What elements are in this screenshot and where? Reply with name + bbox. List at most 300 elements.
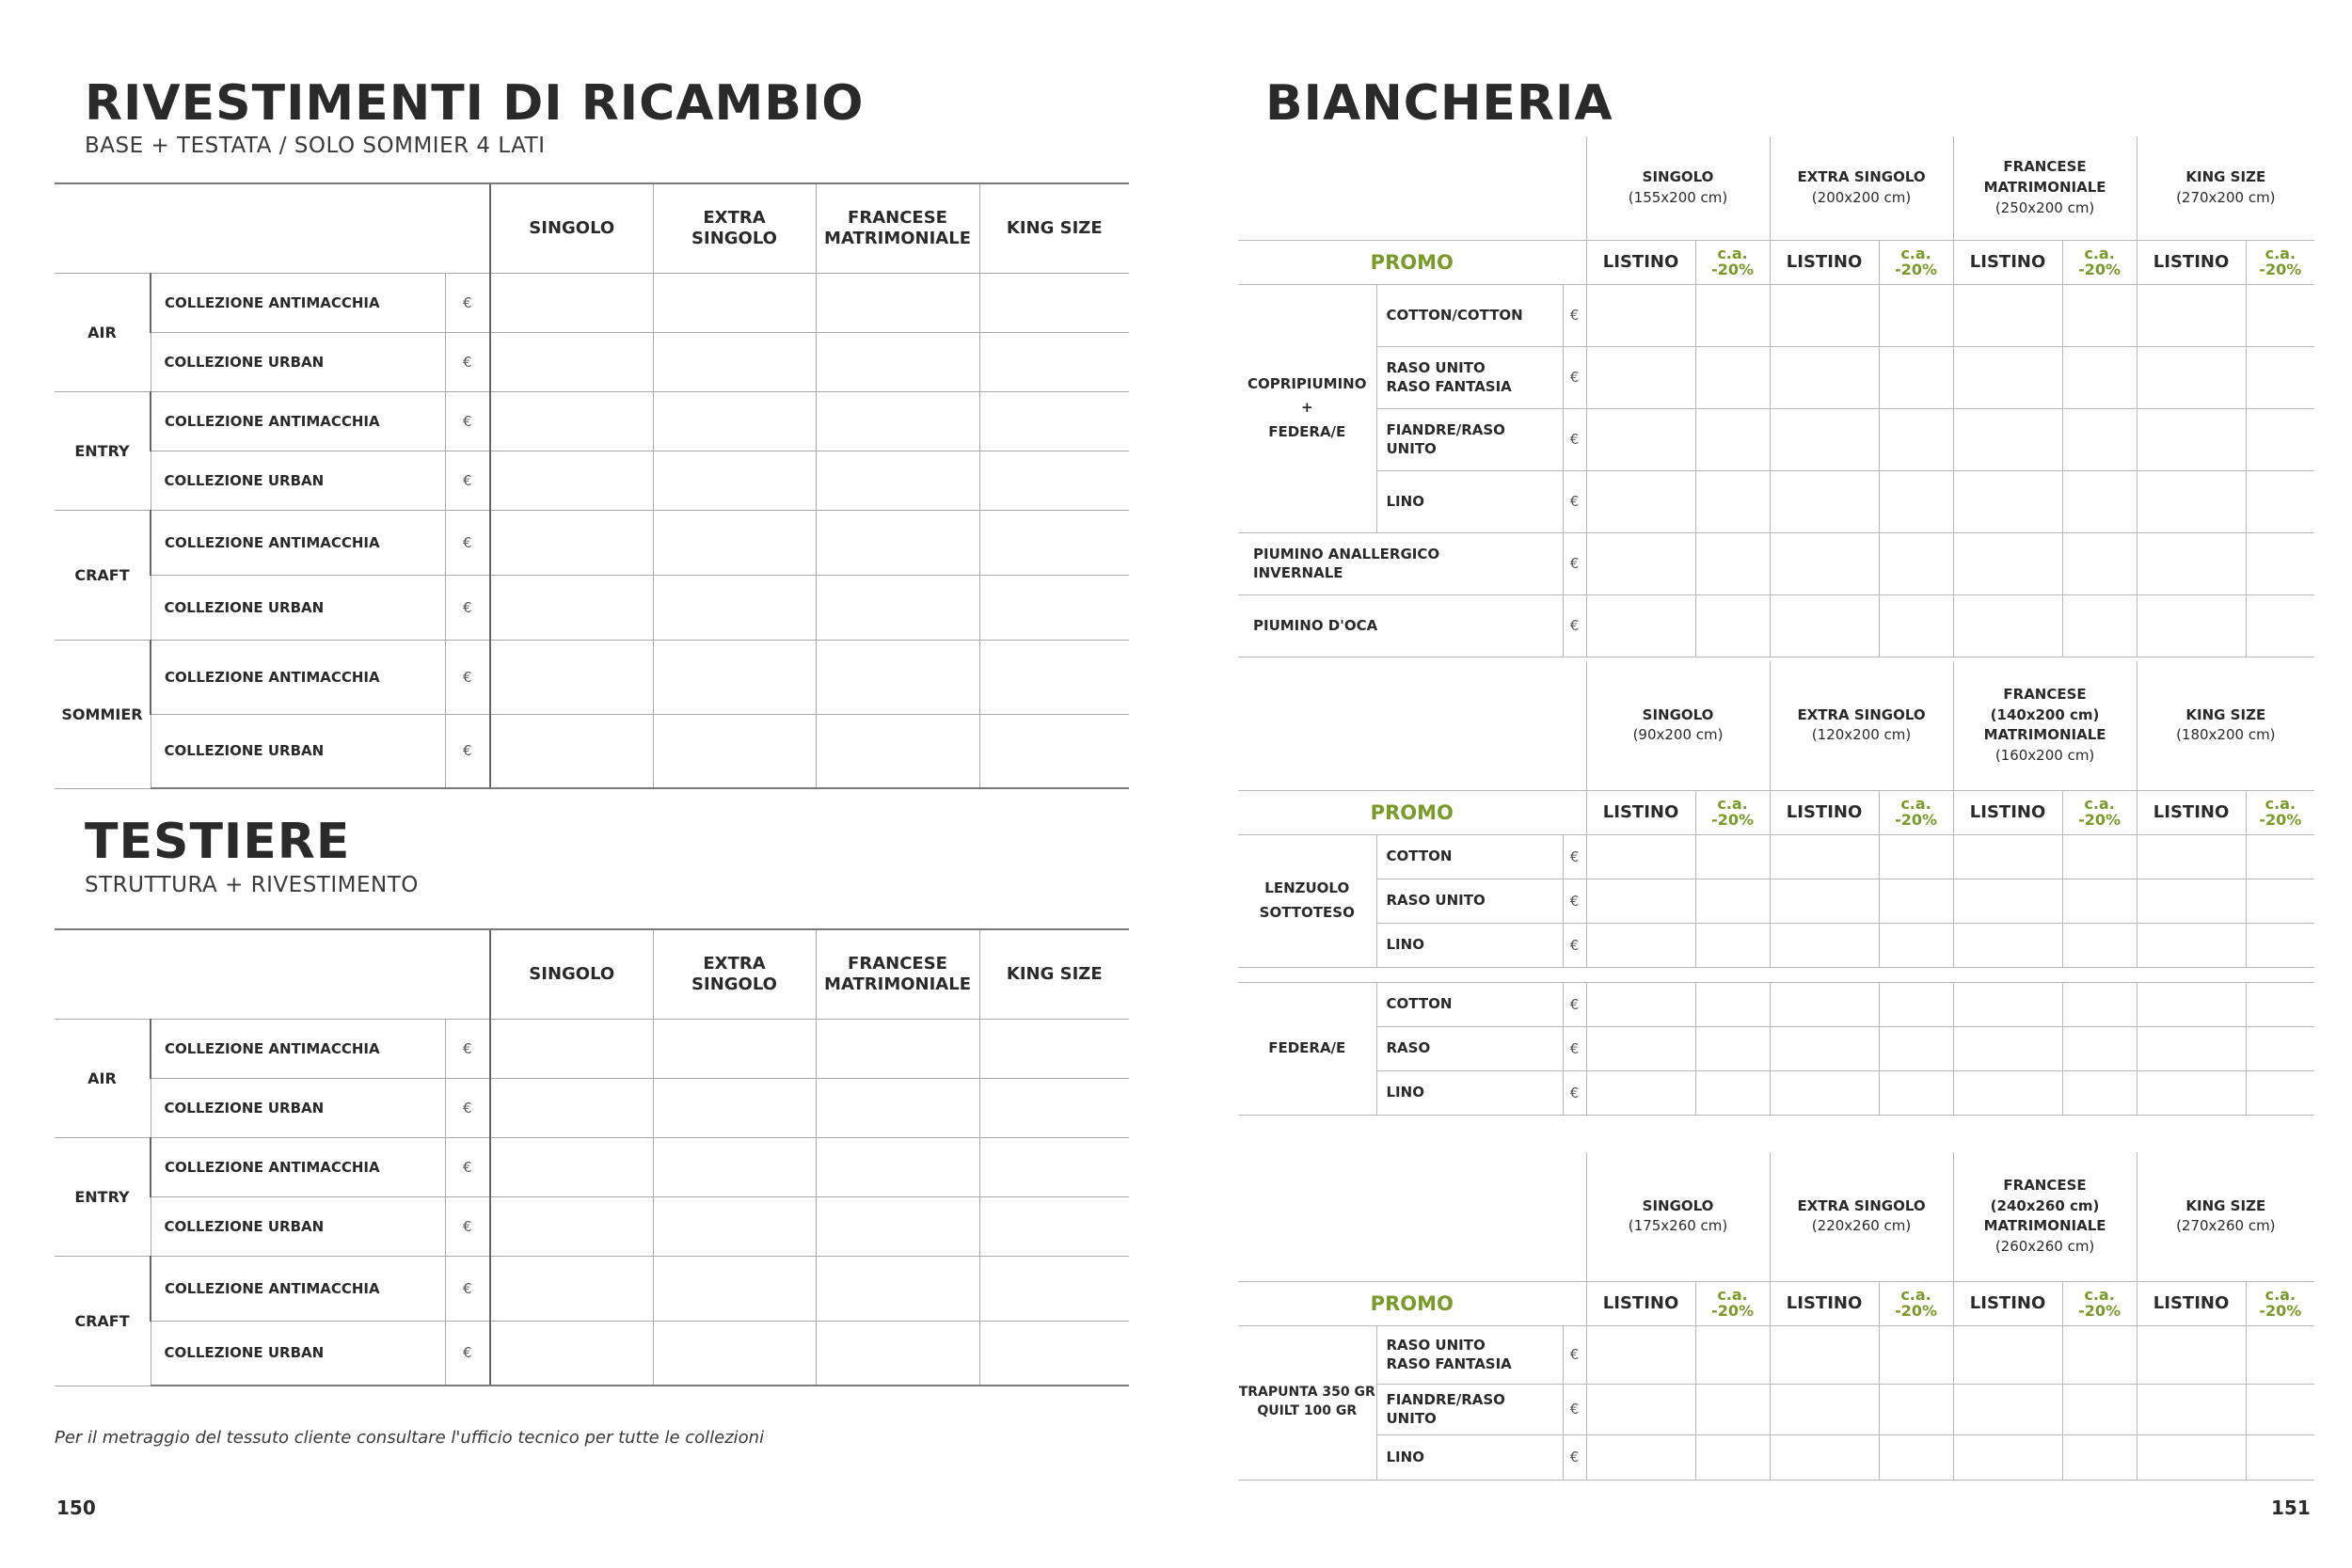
price-cell-king-size[interactable]	[979, 1256, 1129, 1321]
discount-label: c.a. -20%	[1879, 790, 1953, 834]
promo-price-cell[interactable]	[2062, 1026, 2137, 1070]
price-cell-king-size[interactable]	[979, 1137, 1129, 1196]
promo-price-cell[interactable]	[2062, 346, 2137, 408]
ricambio-title: RIVESTIMENTI DI RICAMBIO	[85, 75, 865, 132]
listino-label: LISTINO	[2137, 1281, 2246, 1325]
price-cell-king-size[interactable]	[979, 451, 1129, 510]
header-empty	[1238, 1152, 1586, 1281]
header-empty	[55, 183, 490, 273]
promo-price-cell[interactable]	[1695, 284, 1770, 346]
price-cell-extra-singolo[interactable]	[653, 640, 816, 714]
promo-price-cell[interactable]	[2246, 594, 2314, 657]
listino-price-cell[interactable]	[2137, 1434, 2246, 1480]
price-cell-king-size[interactable]	[979, 1196, 1129, 1256]
listino-price-cell[interactable]	[1953, 1070, 2062, 1115]
currency-symbol: €	[445, 1321, 490, 1386]
price-cell-king-size[interactable]	[979, 391, 1129, 451]
listino-price-cell[interactable]	[1953, 982, 2062, 1026]
currency-symbol: €	[445, 575, 490, 640]
item-label: LINO	[1376, 923, 1563, 967]
listino-price-cell[interactable]	[1770, 532, 1879, 594]
size-header-dimensions: (175x260 cm)	[1628, 1217, 1728, 1235]
group-label: ENTRY	[55, 391, 151, 510]
listino-price-cell[interactable]	[1770, 1026, 1879, 1070]
promo-price-cell[interactable]	[1879, 982, 1953, 1026]
listino-price-cell[interactable]	[2137, 408, 2246, 470]
listino-price-cell[interactable]	[2137, 1070, 2246, 1115]
listino-label: LISTINO	[1586, 240, 1695, 284]
promo-price-cell[interactable]	[1879, 1070, 1953, 1115]
price-cell-singolo[interactable]	[490, 1196, 653, 1256]
listino-price-cell[interactable]	[2137, 284, 2246, 346]
listino-label: LISTINO	[1953, 240, 2062, 284]
price-cell-francese-matrimoniale[interactable]	[816, 332, 979, 391]
price-cell-singolo[interactable]	[490, 451, 653, 510]
listino-price-cell[interactable]	[1586, 532, 1695, 594]
promo-price-cell[interactable]	[2246, 1026, 2314, 1070]
listino-price-cell[interactable]	[2137, 879, 2246, 923]
listino-label: LISTINO	[2137, 790, 2246, 834]
promo-price-cell[interactable]	[1879, 1434, 1953, 1480]
listino-price-cell[interactable]	[1586, 284, 1695, 346]
table-row	[1238, 346, 2314, 408]
item-label: LINO	[1376, 470, 1563, 532]
listino-label: LISTINO	[1770, 240, 1879, 284]
promo-price-cell[interactable]	[1879, 346, 1953, 408]
price-cell-singolo[interactable]	[490, 391, 653, 451]
listino-price-cell[interactable]	[1770, 1434, 1879, 1480]
item-label: COLLEZIONE ANTIMACCHIA	[151, 273, 445, 332]
listino-price-cell[interactable]	[1953, 594, 2062, 657]
listino-price-cell[interactable]	[1953, 470, 2062, 532]
discount-label: c.a. -20%	[2246, 240, 2314, 284]
listino-label: LISTINO	[1586, 790, 1695, 834]
size-header	[1586, 1152, 1770, 1281]
price-cell-singolo[interactable]	[490, 575, 653, 640]
promo-price-cell[interactable]	[2062, 1325, 2137, 1384]
price-cell-king-size[interactable]	[979, 640, 1129, 714]
table-row	[55, 1196, 1129, 1256]
price-cell-singolo[interactable]	[490, 510, 653, 575]
promo-price-cell[interactable]	[2246, 879, 2314, 923]
promo-price-cell[interactable]	[1695, 923, 1770, 967]
price-cell-francese-matrimoniale[interactable]	[816, 1196, 979, 1256]
promo-price-cell[interactable]	[1695, 594, 1770, 657]
price-cell-singolo[interactable]	[490, 640, 653, 714]
price-cell-extra-singolo[interactable]	[653, 1137, 816, 1196]
currency-symbol: €	[445, 332, 490, 391]
price-cell-extra-singolo[interactable]	[653, 1196, 816, 1256]
promo-label: PROMO	[1238, 240, 1586, 284]
table-row	[55, 332, 1129, 391]
price-cell-francese-matrimoniale[interactable]	[816, 1256, 979, 1321]
table-row	[1238, 1325, 2314, 1384]
price-cell-singolo[interactable]	[490, 1019, 653, 1078]
group-label: AIR	[55, 273, 151, 391]
promo-price-cell[interactable]	[2062, 923, 2137, 967]
header-singolo: SINGOLO	[490, 183, 653, 273]
price-cell-francese-matrimoniale[interactable]	[816, 714, 979, 788]
price-cell-extra-singolo[interactable]	[653, 451, 816, 510]
price-cell-extra-singolo[interactable]	[653, 332, 816, 391]
size-header	[1953, 1152, 2137, 1281]
price-cell-king-size[interactable]	[979, 714, 1129, 788]
table-row	[1238, 470, 2314, 532]
listino-price-cell[interactable]	[1586, 923, 1695, 967]
discount-label: c.a. -20%	[2246, 1281, 2314, 1325]
promo-price-cell[interactable]	[1695, 346, 1770, 408]
promo-price-cell[interactable]	[2246, 470, 2314, 532]
promo-price-cell[interactable]	[1695, 834, 1770, 879]
discount-label: c.a. -20%	[1695, 240, 1770, 284]
testiere-table	[55, 928, 1129, 1386]
group-label: CRAFT	[55, 510, 151, 640]
listino-price-cell[interactable]	[1586, 346, 1695, 408]
group-spacer	[1238, 967, 2314, 982]
item-label: FIANDRE/RASO UNITO	[1376, 1384, 1563, 1434]
price-cell-francese-matrimoniale[interactable]	[816, 1019, 979, 1078]
price-cell-king-size[interactable]	[979, 575, 1129, 640]
listino-price-cell[interactable]	[1586, 594, 1695, 657]
price-cell-extra-singolo[interactable]	[653, 1321, 816, 1386]
size-header-name: SINGOLO	[1642, 168, 1714, 185]
price-cell-singolo[interactable]	[490, 1078, 653, 1137]
promo-row	[1238, 240, 2314, 284]
listino-price-cell[interactable]	[1953, 1434, 2062, 1480]
header-empty	[1238, 661, 1586, 790]
promo-price-cell[interactable]	[2062, 1070, 2137, 1115]
listino-price-cell[interactable]	[1586, 1026, 1695, 1070]
price-cell-singolo[interactable]	[490, 1256, 653, 1321]
price-cell-francese-matrimoniale[interactable]	[816, 1137, 979, 1196]
table-row	[55, 1256, 1129, 1321]
item-label: COLLEZIONE ANTIMACCHIA	[151, 640, 445, 714]
promo-price-cell[interactable]	[1695, 1384, 1770, 1434]
listino-price-cell[interactable]	[1586, 982, 1695, 1026]
item-label: COLLEZIONE URBAN	[151, 332, 445, 391]
page-number-left: 150	[56, 1497, 96, 1519]
price-cell-singolo[interactable]	[490, 714, 653, 788]
listino-price-cell[interactable]	[1770, 982, 1879, 1026]
footnote: Per il metraggio del tessuto cliente consultare l'ufficio tecnico per tutte le collezioni	[55, 1428, 765, 1448]
size-header-dimensions: (155x200 cm)	[1628, 188, 1728, 206]
group-label: ENTRY	[55, 1137, 151, 1256]
promo-price-cell[interactable]	[2062, 1384, 2137, 1434]
size-header-name: KING SIZE	[2185, 1196, 2266, 1214]
price-cell-singolo[interactable]	[490, 1137, 653, 1196]
price-cell-francese-matrimoniale[interactable]	[816, 640, 979, 714]
listino-price-cell[interactable]	[1953, 1026, 2062, 1070]
promo-price-cell[interactable]	[2062, 982, 2137, 1026]
price-cell-king-size[interactable]	[979, 1078, 1129, 1137]
promo-price-cell[interactable]	[2062, 594, 2137, 657]
listino-price-cell[interactable]	[2137, 923, 2246, 967]
promo-price-cell[interactable]	[1695, 532, 1770, 594]
item-label: COLLEZIONE ANTIMACCHIA	[151, 1019, 445, 1078]
header-empty	[55, 929, 490, 1019]
item-label: COLLEZIONE ANTIMACCHIA	[151, 1256, 445, 1321]
discount-label: c.a. -20%	[1695, 1281, 1770, 1325]
listino-price-cell[interactable]	[2137, 346, 2246, 408]
promo-price-cell[interactable]	[1695, 1070, 1770, 1115]
listino-price-cell[interactable]	[1953, 1325, 2062, 1384]
promo-price-cell[interactable]	[1695, 982, 1770, 1026]
item-label: COTTON	[1376, 834, 1563, 879]
price-cell-extra-singolo[interactable]	[653, 1019, 816, 1078]
promo-price-cell[interactable]	[2246, 1434, 2314, 1480]
listino-price-cell[interactable]	[1770, 594, 1879, 657]
promo-label: PROMO	[1238, 790, 1586, 834]
currency-symbol: €	[1563, 1070, 1586, 1115]
promo-price-cell[interactable]	[1695, 879, 1770, 923]
table-row	[55, 391, 1129, 451]
table-row	[1238, 1384, 2314, 1434]
size-header	[1586, 661, 1770, 790]
promo-price-cell[interactable]	[1879, 834, 1953, 879]
listino-price-cell[interactable]	[2137, 1026, 2246, 1070]
size-header	[1770, 136, 1953, 240]
promo-price-cell[interactable]	[1695, 1325, 1770, 1384]
listino-price-cell[interactable]	[1953, 532, 2062, 594]
price-cell-singolo[interactable]	[490, 332, 653, 391]
size-header-name: FRANCESE (240x260 cm) MATRIMONIALE	[1983, 1176, 2106, 1235]
item-label: COLLEZIONE URBAN	[151, 714, 445, 788]
currency-symbol: €	[1563, 408, 1586, 470]
promo-row	[1238, 1281, 2314, 1325]
price-cell-francese-matrimoniale[interactable]	[816, 1078, 979, 1137]
price-cell-francese-matrimoniale[interactable]	[816, 391, 979, 451]
size-header-row	[1238, 1152, 2314, 1281]
group-label: LENZUOLO SOTTOTESO	[1238, 834, 1376, 967]
listino-price-cell[interactable]	[1770, 346, 1879, 408]
size-header	[2137, 1152, 2314, 1281]
promo-price-cell[interactable]	[2062, 284, 2137, 346]
table-row	[1238, 834, 2314, 879]
promo-price-cell[interactable]	[1879, 408, 1953, 470]
listino-price-cell[interactable]	[2137, 1384, 2246, 1434]
table-row	[1238, 284, 2314, 346]
table-row	[55, 575, 1129, 640]
promo-price-cell[interactable]	[2062, 1434, 2137, 1480]
price-cell-extra-singolo[interactable]	[653, 391, 816, 451]
promo-price-cell[interactable]	[2062, 834, 2137, 879]
currency-symbol: €	[445, 273, 490, 332]
item-label: PIUMINO D'OCA	[1238, 594, 1563, 657]
listino-price-cell[interactable]	[2137, 834, 2246, 879]
item-label: RASO	[1376, 1026, 1563, 1070]
discount-label: c.a. -20%	[2062, 790, 2137, 834]
size-header-dimensions: (160x200 cm)	[1994, 747, 2095, 764]
listino-price-cell[interactable]	[1953, 1384, 2062, 1434]
price-cell-king-size[interactable]	[979, 1019, 1129, 1078]
item-label: COLLEZIONE URBAN	[151, 1078, 445, 1137]
price-cell-extra-singolo[interactable]	[653, 714, 816, 788]
size-header	[2137, 661, 2314, 790]
header-extra-singolo: EXTRA SINGOLO	[653, 183, 816, 273]
listino-price-cell[interactable]	[1770, 1384, 1879, 1434]
promo-price-cell[interactable]	[1879, 923, 1953, 967]
table-row	[55, 1137, 1129, 1196]
promo-price-cell[interactable]	[1879, 1026, 1953, 1070]
discount-label: c.a. -20%	[1695, 790, 1770, 834]
header-francese-matrimoniale: FRANCESE MATRIMONIALE	[816, 929, 979, 1019]
currency-symbol: €	[1563, 346, 1586, 408]
listino-price-cell[interactable]	[1586, 1325, 1695, 1384]
table-row	[55, 714, 1129, 788]
promo-price-cell[interactable]	[1879, 1325, 1953, 1384]
listino-price-cell[interactable]	[1770, 1070, 1879, 1115]
group-label: SOMMIER	[55, 640, 151, 788]
promo-price-cell[interactable]	[1695, 1026, 1770, 1070]
listino-price-cell[interactable]	[1586, 879, 1695, 923]
promo-price-cell[interactable]	[2246, 532, 2314, 594]
listino-price-cell[interactable]	[1770, 1325, 1879, 1384]
promo-price-cell[interactable]	[2062, 532, 2137, 594]
item-label: COLLEZIONE ANTIMACCHIA	[151, 1137, 445, 1196]
price-cell-king-size[interactable]	[979, 510, 1129, 575]
promo-price-cell[interactable]	[2246, 834, 2314, 879]
promo-price-cell[interactable]	[2062, 470, 2137, 532]
promo-price-cell[interactable]	[1879, 1384, 1953, 1434]
listino-price-cell[interactable]	[1953, 834, 2062, 879]
size-header-dimensions: (220x260 cm)	[1811, 1217, 1912, 1235]
promo-price-cell[interactable]	[1695, 470, 1770, 532]
size-header-dimensions: (270x260 cm)	[2176, 1217, 2276, 1235]
price-cell-francese-matrimoniale[interactable]	[816, 1321, 979, 1386]
table-row	[55, 1321, 1129, 1386]
table-row	[1238, 532, 2314, 594]
price-cell-extra-singolo[interactable]	[653, 510, 816, 575]
size-header	[1770, 661, 1953, 790]
size-header-dimensions: (200x200 cm)	[1811, 188, 1912, 206]
listino-price-cell[interactable]	[1953, 408, 2062, 470]
group-label: FEDERA/E	[1238, 982, 1376, 1115]
listino-price-cell[interactable]	[1770, 879, 1879, 923]
size-header	[1586, 136, 1770, 240]
currency-symbol: €	[1563, 284, 1586, 346]
table-row	[1238, 408, 2314, 470]
promo-price-cell[interactable]	[1695, 1434, 1770, 1480]
biancheria-table-2	[1238, 661, 2314, 1116]
price-cell-king-size[interactable]	[979, 273, 1129, 332]
price-cell-francese-matrimoniale[interactable]	[816, 451, 979, 510]
promo-price-cell[interactable]	[2246, 923, 2314, 967]
biancheria-table-3	[1238, 1152, 2314, 1481]
promo-price-cell[interactable]	[1879, 470, 1953, 532]
currency-symbol: €	[1563, 1434, 1586, 1480]
listino-price-cell[interactable]	[2137, 532, 2246, 594]
size-header-dimensions: (90x200 cm)	[1632, 726, 1724, 744]
biancheria-title: BIANCHERIA	[1265, 75, 1613, 132]
currency-symbol: €	[445, 1137, 490, 1196]
listino-price-cell[interactable]	[2137, 594, 2246, 657]
discount-label: c.a. -20%	[2062, 1281, 2137, 1325]
table-row	[55, 273, 1129, 332]
price-cell-francese-matrimoniale[interactable]	[816, 575, 979, 640]
listino-price-cell[interactable]	[1953, 923, 2062, 967]
header-empty	[1238, 136, 1586, 240]
currency-symbol: €	[445, 1196, 490, 1256]
listino-price-cell[interactable]	[1953, 284, 2062, 346]
listino-price-cell[interactable]	[1770, 834, 1879, 879]
promo-price-cell[interactable]	[2246, 284, 2314, 346]
price-cell-king-size[interactable]	[979, 332, 1129, 391]
size-header	[1953, 136, 2137, 240]
listino-price-cell[interactable]	[1770, 470, 1879, 532]
listino-price-cell[interactable]	[1953, 879, 2062, 923]
listino-price-cell[interactable]	[1586, 470, 1695, 532]
promo-price-cell[interactable]	[2246, 982, 2314, 1026]
promo-price-cell[interactable]	[1879, 594, 1953, 657]
listino-price-cell[interactable]	[1953, 346, 2062, 408]
listino-price-cell[interactable]	[1586, 408, 1695, 470]
price-cell-king-size[interactable]	[979, 1321, 1129, 1386]
promo-price-cell[interactable]	[1879, 532, 1953, 594]
price-cell-francese-matrimoniale[interactable]	[816, 510, 979, 575]
currency-symbol: €	[1563, 834, 1586, 879]
listino-price-cell[interactable]	[1770, 923, 1879, 967]
price-cell-extra-singolo[interactable]	[653, 1078, 816, 1137]
table-row	[55, 510, 1129, 575]
listino-price-cell[interactable]	[1586, 834, 1695, 879]
listino-price-cell[interactable]	[2137, 982, 2246, 1026]
currency-symbol: €	[1563, 923, 1586, 967]
item-label: COLLEZIONE ANTIMACCHIA	[151, 510, 445, 575]
item-label: COLLEZIONE ANTIMACCHIA	[151, 391, 445, 451]
promo-price-cell[interactable]	[1695, 408, 1770, 470]
listino-price-cell[interactable]	[1586, 1384, 1695, 1434]
promo-price-cell[interactable]	[2246, 346, 2314, 408]
size-header	[1770, 1152, 1953, 1281]
promo-price-cell[interactable]	[2246, 1384, 2314, 1434]
promo-price-cell[interactable]	[2062, 408, 2137, 470]
promo-price-cell[interactable]	[2062, 879, 2137, 923]
spacer-cell	[1238, 967, 2314, 982]
listino-price-cell[interactable]	[2137, 470, 2246, 532]
currency-symbol: €	[1563, 879, 1586, 923]
price-cell-extra-singolo[interactable]	[653, 1256, 816, 1321]
price-cell-singolo[interactable]	[490, 1321, 653, 1386]
promo-price-cell[interactable]	[1879, 879, 1953, 923]
price-cell-francese-matrimoniale[interactable]	[816, 273, 979, 332]
item-label: RASO UNITO RASO FANTASIA	[1376, 1325, 1563, 1384]
listino-price-cell[interactable]	[2137, 1325, 2246, 1384]
size-header-dimensions: (270x200 cm)	[2176, 188, 2276, 206]
promo-label: PROMO	[1238, 1281, 1586, 1325]
size-header-dimensions: (180x200 cm)	[2176, 726, 2276, 744]
table-row	[1238, 1026, 2314, 1070]
item-label: RASO UNITO RASO FANTASIA	[1376, 346, 1563, 408]
listino-price-cell[interactable]	[1586, 1070, 1695, 1115]
size-header	[2137, 136, 2314, 240]
promo-price-cell[interactable]	[1879, 284, 1953, 346]
promo-price-cell[interactable]	[2246, 1325, 2314, 1384]
promo-price-cell[interactable]	[2246, 1070, 2314, 1115]
listino-price-cell[interactable]	[1770, 408, 1879, 470]
currency-symbol: €	[445, 391, 490, 451]
size-header-name: KING SIZE	[2185, 168, 2266, 185]
item-label: COLLEZIONE URBAN	[151, 1321, 445, 1386]
listino-price-cell[interactable]	[1586, 1434, 1695, 1480]
currency-symbol: €	[1563, 532, 1586, 594]
price-cell-singolo[interactable]	[490, 273, 653, 332]
listino-price-cell[interactable]	[1770, 284, 1879, 346]
item-label: COTTON/COTTON	[1376, 284, 1563, 346]
discount-label: c.a. -20%	[2062, 240, 2137, 284]
price-cell-extra-singolo[interactable]	[653, 273, 816, 332]
promo-price-cell[interactable]	[2246, 408, 2314, 470]
price-cell-extra-singolo[interactable]	[653, 575, 816, 640]
